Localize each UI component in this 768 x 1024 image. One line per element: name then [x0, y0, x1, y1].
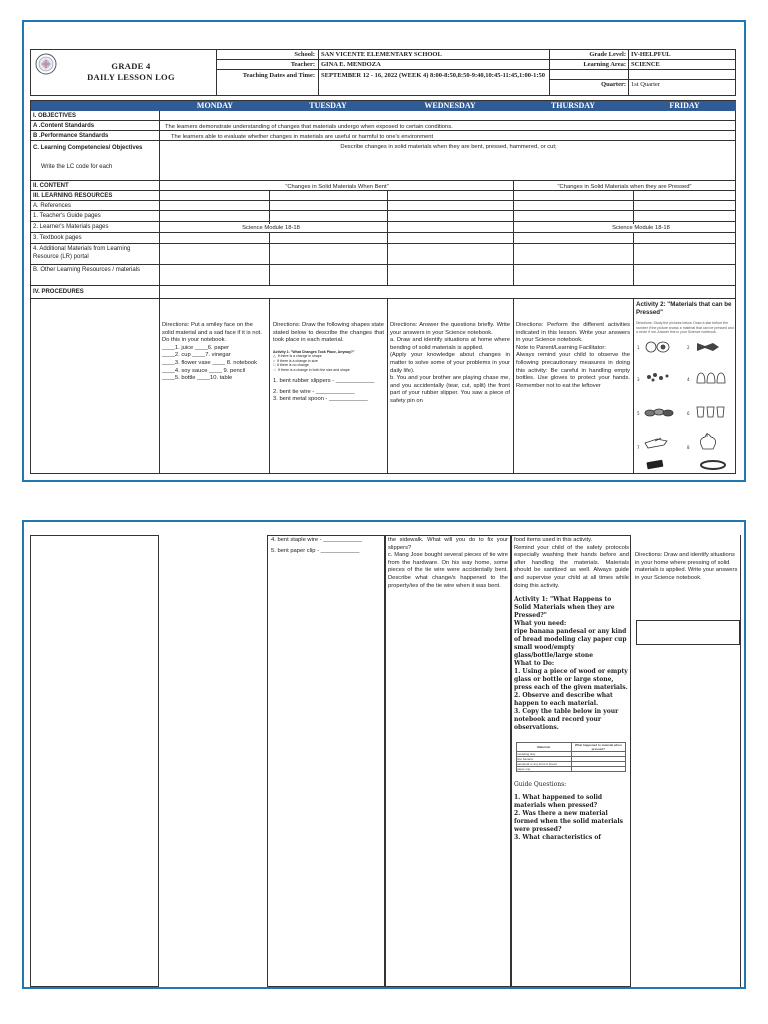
table-row: ripe banana: [517, 757, 572, 762]
picture-6-icon: [697, 407, 724, 417]
friday-continued: Directions: Draw and identify situations in your home where pressing of solid materials is applied. Write your answers in your Science notebook.: [635, 552, 738, 581]
competencies-label: C. Learning Competencies/ Objectives: [33, 145, 143, 151]
day-friday: FRIDAY: [669, 101, 700, 110]
monday-procedure: [162, 322, 266, 383]
monday-item-4: ____4. soy sauce ____ 9. pencil: [162, 367, 246, 374]
page-two: [22, 520, 746, 989]
tuesday-item-5: 5. bent paper clip - ____________: [271, 547, 360, 554]
picture-number-1: 1: [637, 345, 640, 350]
content-standards-label: A .Content Standards: [33, 123, 95, 129]
monday-item-3: ____3. flower vase ____ 8. notebook: [162, 359, 258, 366]
picture-1-icon: [646, 342, 669, 352]
thursday-safety-text: food items used in this activity. Remind your child of the safety protocols especially washing their hands before and after handling the materials. Materials should be sanitized as well. Always guide and supervise your child at all times while doing this activity.: [514, 537, 629, 589]
thursday-step-3: 3. Copy the table below in your notebook and record your observations.: [514, 708, 619, 732]
tuesday-procedure: [273, 322, 384, 404]
table-header-result: What happened to material when pressed?: [571, 743, 626, 752]
day-monday: MONDAY: [196, 101, 234, 110]
picture-3-icon: [647, 373, 669, 382]
learning-resources-label: III. LEARNING RESOURCES: [33, 193, 113, 199]
picture-number-4: 4: [687, 377, 690, 382]
tuesday-legend-1: If there is a change in shape: [277, 354, 322, 359]
picture-2-icon: [697, 343, 719, 351]
competencies-text: Describe changes in solid materials when they are bent, pressed, hammered, or cut;: [340, 144, 557, 150]
additional-materials-label: 4. Additional Materials from Learning Resource (LR) portal: [33, 246, 131, 260]
picture-number-3: 3: [637, 377, 640, 382]
learners-materials-label: 2. Learner's Materials pages: [33, 224, 109, 230]
picture-number-7: 7: [637, 445, 640, 450]
star-icon: ☆: [273, 367, 277, 372]
tuesday-legend-4: If there is a change in both the size and shape: [278, 367, 350, 372]
friday-answer-box: [636, 620, 740, 645]
wednesday-continued: the sidewalk. What will you do to fix your slippers? c. Mang Jose bought several pieces of tie wire from the hardware. On his way home, some pieces of the tie wire were accidentally bent. Describe what change/s happened to the property/ies of the tie wire when it was bent.: [388, 537, 508, 589]
school-value: SAN VICENTE ELEMENTARY SCHOOL: [321, 51, 442, 58]
monday-directions: Directions: Put a smiley face on the solid material and a sad face if it is not. Do this in your notebook.: [162, 322, 262, 344]
tuesday-item-2: 2. bent tie wire - ____________: [273, 388, 355, 395]
guide-questions-title: Guide Questions:: [514, 781, 567, 789]
learning-area-label: Learning Area:: [583, 61, 626, 68]
thursday-continued: [514, 537, 629, 985]
content-standards-text: The learners demonstrate understanding of changes that materials undergo when exposed to certain conditions.: [165, 124, 453, 130]
thursday-procedure: Directions: Perform the different activities indicated in this lesson. Write your answers in your Science notebook. Note to Parent/Learning Facilitator: Always remind your child to observe the following precautionary measures in doing this activity: Be careful in handling empty bottles. Use gloves to protect your hands. Remember not to eat the leftover: [516, 322, 630, 389]
learners-materials-mon: Science Module 18-18: [211, 224, 331, 232]
picture-number-8: 8: [687, 445, 690, 450]
log-title-line1: GRADE 4: [111, 61, 151, 71]
continued-table: [30, 535, 746, 988]
table-row: pandesal or any kind of bread: [517, 762, 572, 767]
learning-area-value: SCIENCE: [631, 61, 660, 68]
picture-8-icon: [700, 433, 715, 449]
guide-question-3: 3. What characteristics of: [514, 834, 601, 842]
picture-number-6: 6: [687, 411, 690, 416]
dates-label: Teaching Dates and Time:: [242, 72, 315, 79]
school-label: School:: [294, 51, 315, 58]
tuesday-item-3: 3. bent metal spoon - ____________: [273, 396, 368, 403]
procedures-label: IV. PROCEDURES: [33, 289, 84, 295]
tuesday-directions: Directions: Draw the following shapes state stated below to describe the changes that took place in each material.: [273, 322, 384, 344]
square-icon: □: [273, 363, 276, 368]
thursday-need-text: ripe banana pandesal or any kind of bread modeling clay paper cup small wood/empty glass/bottle/large stone: [514, 628, 627, 660]
thursday-need-title: What you need:: [514, 620, 567, 628]
content-bent-text: "Changes in Solid Materials When Bent": [285, 184, 389, 190]
textbook-label: 3. Textbook pages: [33, 235, 82, 241]
objectives-label: I. OBJECTIVES: [33, 113, 77, 119]
guide-question-2: 2. Was there a new material formed when the solid materials were pressed?: [514, 810, 624, 834]
tuesday-legend-3: If there is no change: [277, 363, 309, 368]
picture-10-icon: [701, 461, 725, 469]
competencies-note: Write the LC code for each: [41, 164, 113, 170]
wednesday-procedure: Directions: Answer the questions briefly. Write your answers in your Science notebook. a. Draw and identify situations at home where bending of solid materials is applied. (Apply your knowledge about changes in matter to solve some of your problems in your daily life). b. You and your brother are playing chase me, and you accidentally (tear, cut, split) the front part of your rubber slipper. You saw a piece of safety pin on: [390, 322, 510, 404]
friday-directions-small: Directions: Study the pictures below. Draw a star before the number if the picture shows a material that can be pressed and a circle if not. Answer this in your Science notebook.: [636, 321, 734, 334]
content-label: II. CONTENT: [33, 183, 69, 189]
table-row: paper cup: [517, 767, 572, 772]
quarter-label: Quarter:: [601, 81, 626, 88]
monday-item-5: ____5. bottle ____10. table: [162, 375, 233, 382]
tuesday-item-1: 1. bent rubber slippers - ____________: [273, 378, 375, 385]
teachers-guide-label: 1. Teacher's Guide pages: [33, 213, 101, 219]
picture-5-icon: [645, 409, 673, 416]
teacher-value: GINA E. MENDOZA: [321, 61, 381, 68]
teacher-label: Teacher:: [290, 61, 315, 68]
thursday-step-2: 2. Observe and describe what happen to each material.: [514, 692, 613, 708]
deped-seal-icon: [35, 53, 57, 75]
quarter-value: 1st Quarter: [631, 81, 661, 88]
dates-value: SEPTEMBER 12 - 16, 2022 (WEEK 4) 8:00-8:50,8:50-9:40,10:45-11:45,1:00-1:50: [321, 72, 546, 79]
picture-number-5: 5: [637, 411, 640, 416]
picture-4-icon: [697, 373, 725, 383]
monday-item-2: ____2. cup ____7. vinegar: [162, 352, 231, 359]
triangle-icon: △: [273, 354, 276, 359]
table-header-materials: Materials: [517, 743, 572, 752]
tuesday-activity-title: Activity 1: "What Changes Took Place, Anyway?": [273, 349, 355, 354]
thursday-activity-title: Activity 1: "What Happens to Solid Materials when they are Pressed?": [514, 596, 615, 620]
monday-item-1: ____1. juice ____6. paper: [162, 344, 230, 351]
lesson-table: [30, 100, 736, 474]
friday-pictures: [635, 337, 735, 473]
learners-materials-thu: Science Module 18-18: [591, 224, 691, 232]
performance-standards-text: The learners able to evaluate whether changes in materials are useful or harmful to one's environment: [171, 134, 434, 140]
performance-standards-label: B .Performance Standards: [33, 133, 109, 139]
table-row: modeling clay: [517, 752, 572, 757]
observation-table: [516, 742, 626, 772]
grade-level-value: IV-HELPFUL: [631, 51, 671, 58]
day-thursday: THURSDAY: [550, 101, 596, 110]
references-label: A. References: [33, 203, 72, 209]
content-pressed-text: "Changes in Solid Materials when they are Pressed": [557, 184, 692, 190]
thursday-todo-title: What to Do:: [514, 660, 555, 668]
picture-7-icon: [645, 438, 667, 448]
page-one: [22, 20, 746, 482]
day-wednesday: WEDNESDAY: [424, 101, 476, 110]
tuesday-item-4: 4. bent staple wire - ____________: [271, 537, 362, 543]
log-title-line2: DAILY LESSON LOG: [87, 72, 175, 82]
circle-icon: ○: [273, 358, 276, 363]
tuesday-legend-2: If there is a change in size: [277, 358, 318, 363]
day-tuesday: TUESDAY: [309, 101, 347, 110]
tuesday-continued: [271, 537, 383, 555]
picture-number-2: 2: [687, 345, 690, 350]
other-resources-label: B. Other Learning Resources / materials: [33, 267, 141, 273]
friday-activity-title: Activity 2: "Materials that can be Pressed": [636, 301, 732, 316]
header-block: [30, 49, 736, 96]
guide-question-1: 1. What happened to solid materials when pressed?: [514, 794, 603, 810]
grade-level-label: Grade Level:: [589, 51, 626, 58]
thursday-step-1: 1. Using a piece of wood or empty glass or bottle or large stone, press each of the given materials.: [514, 668, 628, 692]
picture-9-icon: [646, 460, 663, 470]
